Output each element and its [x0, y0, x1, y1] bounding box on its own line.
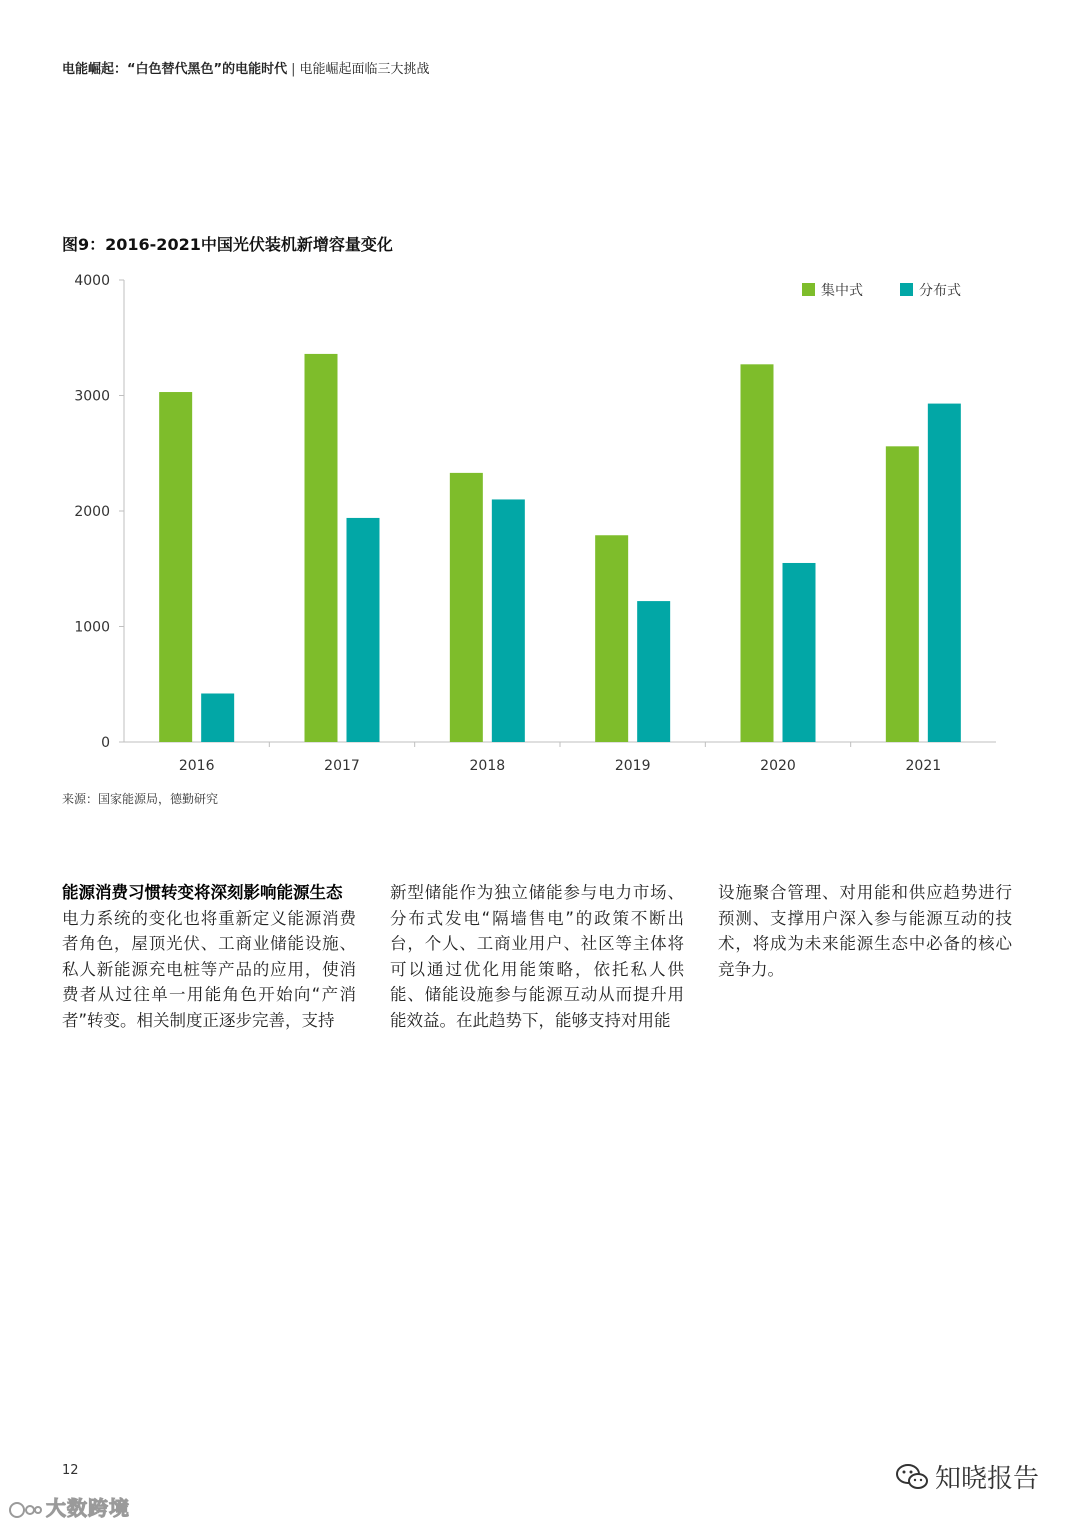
watermark-logo-icon — [8, 1499, 42, 1521]
y-tick-label: 4000 — [74, 273, 110, 289]
wechat-icon — [895, 1462, 929, 1492]
bar-centralized-2021 — [886, 446, 919, 742]
figure-source: 来源：国家能源局，德勤研究 — [62, 792, 219, 806]
column-2-text: 新型储能作为独立储能参与电力市场、分布式发电“隔墙售电”的政策不断出台，个人、工商业用户、社区等主体将可以通过优化用能策略，依托私人供能、储能设施参与能源互动从而提升用能效益。在此趋势下，能够支持对用能 — [390, 883, 684, 1030]
legend-swatch-centralized — [802, 283, 815, 296]
bar-centralized-2017 — [305, 354, 338, 742]
y-tick-label: 2000 — [74, 504, 110, 520]
bar-distributed-2018 — [492, 499, 525, 742]
legend-swatch-distributed — [900, 283, 913, 296]
y-tick-label: 0 — [101, 735, 110, 751]
bar-centralized-2018 — [450, 473, 483, 742]
figure-title: 图9：2016-2021中国光伏装机新增容量变化 — [62, 235, 393, 254]
text-column-1 — [62, 880, 356, 1033]
column-1-text: 电力系统的变化也将重新定义能源消费者角色，屋顶光伏、工商业储能设施、私人新能源充电桩等产品的应用，使消费者从过往单一用能角色开始向“产消者”转变。相关制度正逐步完善，支持 — [62, 908, 356, 1030]
text-column-2 — [390, 880, 684, 1033]
legend-label-centralized: 集中式 — [821, 283, 863, 299]
x-tick-label: 2020 — [760, 758, 796, 774]
column-3-text: 设施聚合管理、对用能和供应趋势进行预测、支撑用户深入参与能源互动的技术，将成为未来能源生态中必备的核心竞争力。 — [718, 883, 1012, 979]
x-tick-label: 2017 — [324, 758, 360, 774]
watermark-right-text: 知晓报告 — [935, 1464, 1040, 1494]
bar-distributed-2021 — [928, 404, 961, 742]
x-tick-label: 2019 — [614, 758, 651, 774]
section-heading: 能源消费习惯转变将深刻影响能源生态 — [62, 883, 343, 902]
watermark-left-text: 大数跨境 — [46, 1496, 130, 1520]
bar-distributed-2017 — [347, 518, 380, 742]
header-separator: | — [291, 62, 296, 77]
watermark-right — [895, 1458, 1039, 1495]
bar-chart — [0, 262, 1080, 782]
bar-distributed-2016 — [201, 693, 234, 742]
y-tick-label: 1000 — [74, 619, 110, 636]
bar-centralized-2019 — [595, 535, 628, 742]
bar-centralized-2020 — [741, 364, 774, 742]
page-number: 12 — [62, 1463, 79, 1478]
bar-distributed-2019 — [637, 601, 670, 742]
text-column-3 — [718, 880, 1012, 982]
watermark-left — [8, 1492, 130, 1521]
running-header — [62, 58, 430, 77]
x-tick-label: 2021 — [905, 758, 942, 774]
x-tick-label: 2016 — [178, 758, 215, 774]
header-section: 电能崛起面临三大挑战 — [299, 62, 430, 77]
bar-distributed-2020 — [783, 563, 816, 742]
x-tick-label: 2018 — [469, 758, 506, 774]
bar-centralized-2016 — [159, 392, 192, 742]
y-tick-label: 3000 — [74, 388, 110, 405]
legend-label-distributed: 分布式 — [919, 283, 961, 299]
header-title: 电能崛起：“白色替代黑色”的电能时代 — [62, 62, 288, 77]
